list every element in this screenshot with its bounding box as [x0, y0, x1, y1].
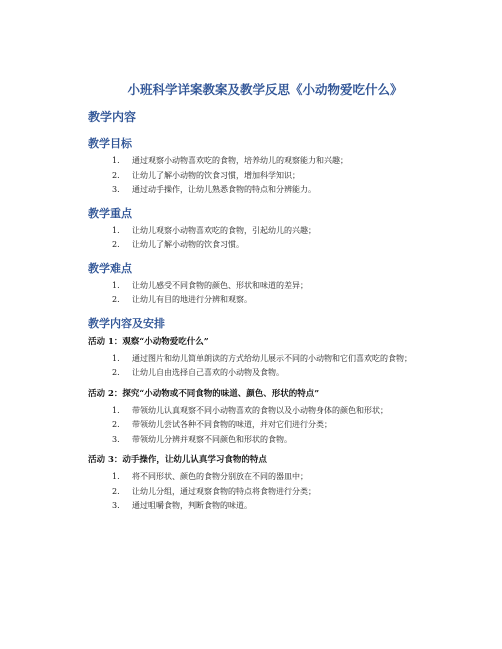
item-number: 1.: [112, 472, 120, 481]
item-number: 3.: [112, 185, 120, 194]
list-item: [88, 419, 442, 431]
list-item: [88, 471, 442, 483]
list-item: [88, 239, 442, 251]
item-text: 通过图片和幼儿简单朗读的方式给幼儿展示不同的小动物和它们喜欢吃的食物；: [132, 353, 412, 363]
list-item: [88, 486, 442, 498]
list-item: [88, 405, 442, 417]
list-item: [88, 170, 442, 182]
item-text: 通过观察小动物喜欢吃的食物，培养幼儿的观察能力和兴趣；: [132, 156, 348, 165]
section-heading-content: 教学内容: [88, 110, 137, 124]
section-heading-goals: 教学目标: [88, 137, 132, 150]
focus-list: [88, 225, 442, 251]
item-text: 将不同形状、颜色的食物分别放在不同的器皿中；: [132, 472, 308, 481]
list-item: [88, 225, 442, 237]
list-item: [88, 280, 442, 292]
item-number: 2.: [112, 486, 120, 496]
item-text: 带领幼儿认真观察不同小动物喜欢的食物以及小动物身体的颜色和形状；: [132, 405, 388, 415]
item-number: 2.: [112, 420, 120, 429]
activity-2-list: [88, 405, 442, 446]
list-item: [88, 294, 442, 306]
item-text: 通过咀嚼食物，判断食物的味道。: [132, 501, 252, 510]
item-number: 3.: [112, 501, 120, 510]
section-heading-focus: 教学重点: [88, 206, 132, 220]
goals-list: [88, 155, 442, 196]
item-number: 1.: [112, 225, 120, 235]
activity-1-list: [88, 353, 442, 379]
item-number: 2.: [112, 368, 120, 377]
list-item: [88, 155, 442, 167]
item-number: 3.: [112, 434, 120, 444]
item-text: 让幼儿了解小动物的饮食习惯。: [132, 240, 244, 249]
item-text: 让幼儿有目的地进行分辨和观察。: [132, 295, 252, 304]
item-text: 让幼儿观察小动物喜欢吃的食物，引起幼儿的兴趣；: [132, 225, 316, 235]
item-text: 让幼儿了解小动物的饮食习惯，增加科学知识；: [132, 170, 300, 180]
difficulty-list: [88, 280, 442, 306]
item-text: 让幼儿分组，通过观察食物的特点将食物进行分类；: [132, 486, 316, 496]
list-item: [88, 367, 442, 379]
item-number: 2.: [112, 295, 120, 304]
section-heading-difficulty: 教学难点: [88, 261, 132, 275]
list-item: [88, 500, 442, 512]
item-text: 让幼儿自由选择自己喜欢的小动物及食物。: [132, 368, 284, 377]
item-number: 1.: [112, 353, 120, 363]
list-item: [88, 184, 442, 196]
item-number: 1.: [112, 405, 120, 415]
list-item: [88, 353, 442, 365]
activity-2-title: 活动 2：探究“小动物或不同食物的味道、颜色、形状的特点”: [88, 388, 320, 399]
item-text: 让幼儿感受不同食物的颜色、形状和味道的差异；: [132, 280, 308, 290]
item-text: 带领幼儿尝试各种不同食物的味道，并对它们进行分类；: [132, 420, 332, 429]
item-number: 2.: [112, 170, 120, 180]
document-title: 小班科学详案教案及教学反思《小动物爱吃什么》: [127, 82, 403, 97]
activity-3-list: [88, 471, 442, 512]
activity-3-title: 活动 3：动手操作，让幼儿认真学习食物的特点: [88, 455, 267, 465]
section-heading-arrangement: 教学内容及安排: [88, 316, 165, 330]
item-text: 通过动手操作，让幼儿熟悉食物的特点和分辨能力。: [132, 185, 316, 194]
item-number: 1.: [112, 280, 120, 290]
item-text: 带领幼儿分辨并观察不同颜色和形状的食物。: [132, 434, 292, 444]
activity-1-title: 活动 1：观察“小动物爱吃什么”: [88, 336, 209, 347]
list-item: [88, 434, 442, 446]
item-number: 2.: [112, 240, 120, 249]
item-number: 1.: [112, 156, 120, 165]
